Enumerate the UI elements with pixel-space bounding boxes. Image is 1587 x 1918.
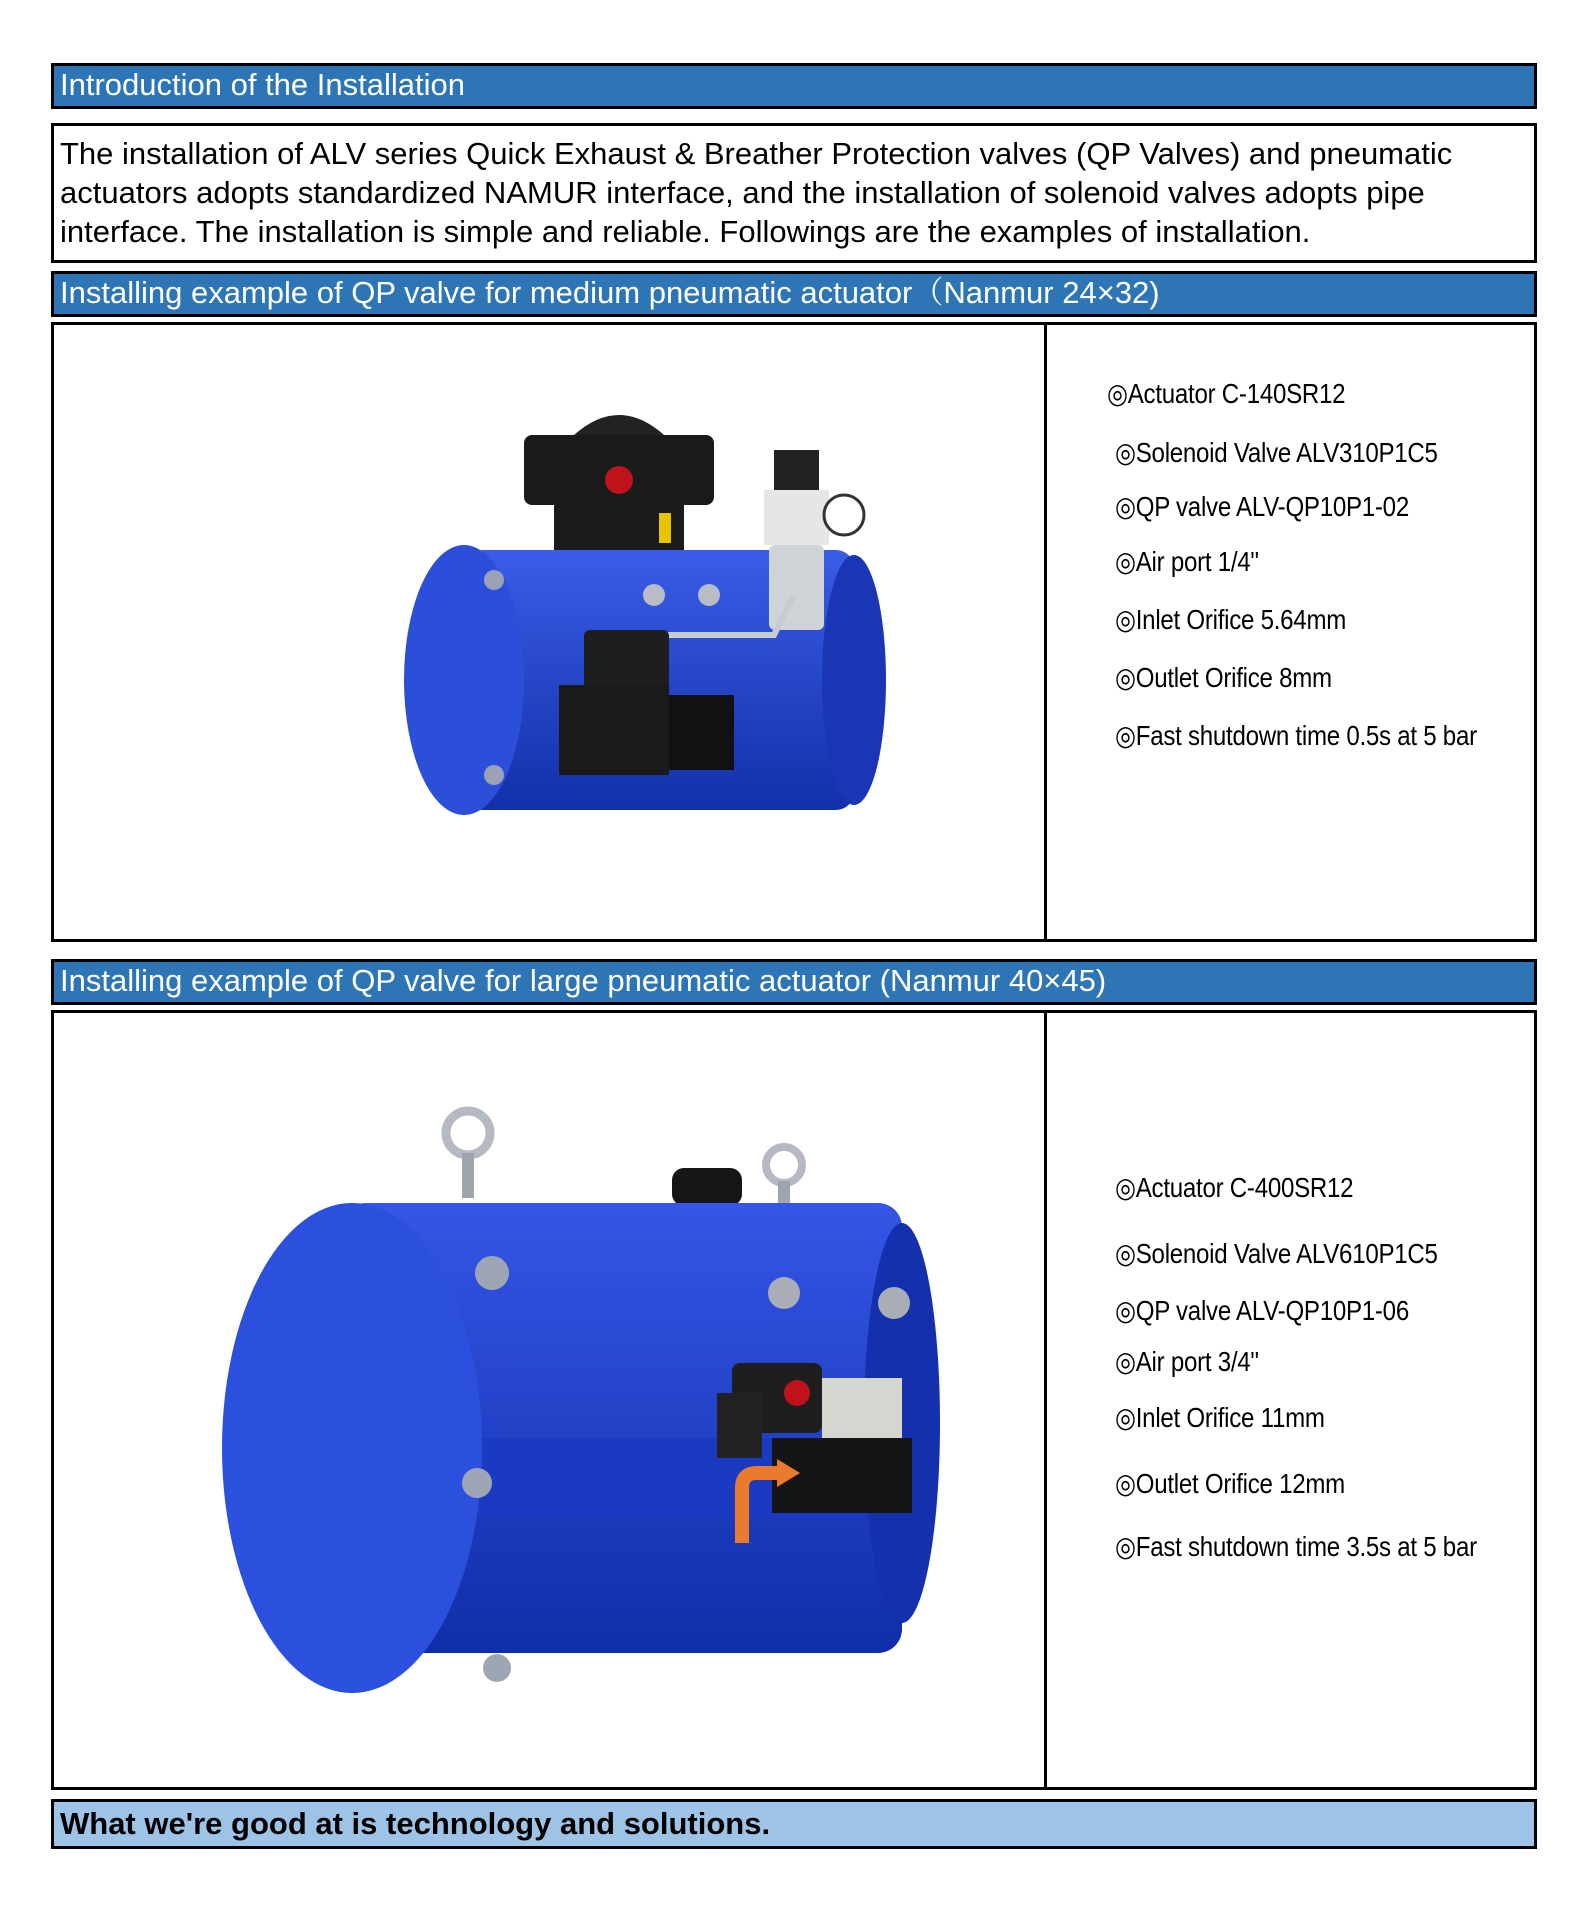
medium-spec-shutdown-time: ◎Fast shutdown time 0.5s at 5 bar bbox=[1115, 720, 1477, 751]
medium-example-box bbox=[51, 322, 1537, 942]
footer-slogan: What we're good at is technology and solutions. bbox=[51, 1799, 1537, 1849]
large-example-box bbox=[51, 1010, 1537, 1790]
large-spec-solenoid-valve: ◎Solenoid Valve ALV610P1C5 bbox=[1115, 1238, 1438, 1269]
medium-spec-inlet-orifice: ◎Inlet Orifice 5.64mm bbox=[1115, 604, 1347, 635]
intro-section-title: Introduction of the Installation bbox=[51, 63, 1537, 109]
medium-spec-outlet-orifice: ◎Outlet Orifice 8mm bbox=[1115, 662, 1332, 693]
large-spec-outlet-orifice: ◎Outlet Orifice 12mm bbox=[1115, 1468, 1345, 1499]
large-spec-inlet-orifice: ◎Inlet Orifice 11mm bbox=[1115, 1402, 1325, 1433]
large-example-title: Installing example of QP valve for large pneumatic actuator (Nanmur 40×45) bbox=[51, 959, 1537, 1005]
large-spec-shutdown-time: ◎Fast shutdown time 3.5s at 5 bar bbox=[1115, 1531, 1477, 1562]
intro-paragraph: The installation of ALV series Quick Exhaust & Breather Protection valves (QP Valves) and pneumatic actuators adopts standardized NAMUR interface, and the installation of solenoid valves adopts pipe interface. The installation is simple and reliable. Followings are the examples of installation. bbox=[51, 123, 1537, 263]
medium-example-title: Installing example of QP valve for medium pneumatic actuator（Nanmur 24×32) bbox=[51, 271, 1537, 317]
large-spec-air-port: ◎Air port 3/4" bbox=[1115, 1346, 1259, 1377]
medium-spec-qp-valve: ◎QP valve ALV-QP10P1-02 bbox=[1115, 491, 1409, 522]
medium-spec-air-port: ◎Air port 1/4" bbox=[1115, 546, 1259, 577]
large-spec-actuator: ◎Actuator C-400SR12 bbox=[1115, 1172, 1354, 1203]
medium-spec-solenoid-valve: ◎Solenoid Valve ALV310P1C5 bbox=[1115, 437, 1438, 468]
medium-actuator-photo bbox=[354, 395, 954, 875]
medium-spec-actuator: ◎Actuator C-140SR12 bbox=[1107, 378, 1346, 409]
large-actuator-photo bbox=[172, 1093, 992, 1713]
large-spec-qp-valve: ◎QP valve ALV-QP10P1-06 bbox=[1115, 1295, 1409, 1326]
